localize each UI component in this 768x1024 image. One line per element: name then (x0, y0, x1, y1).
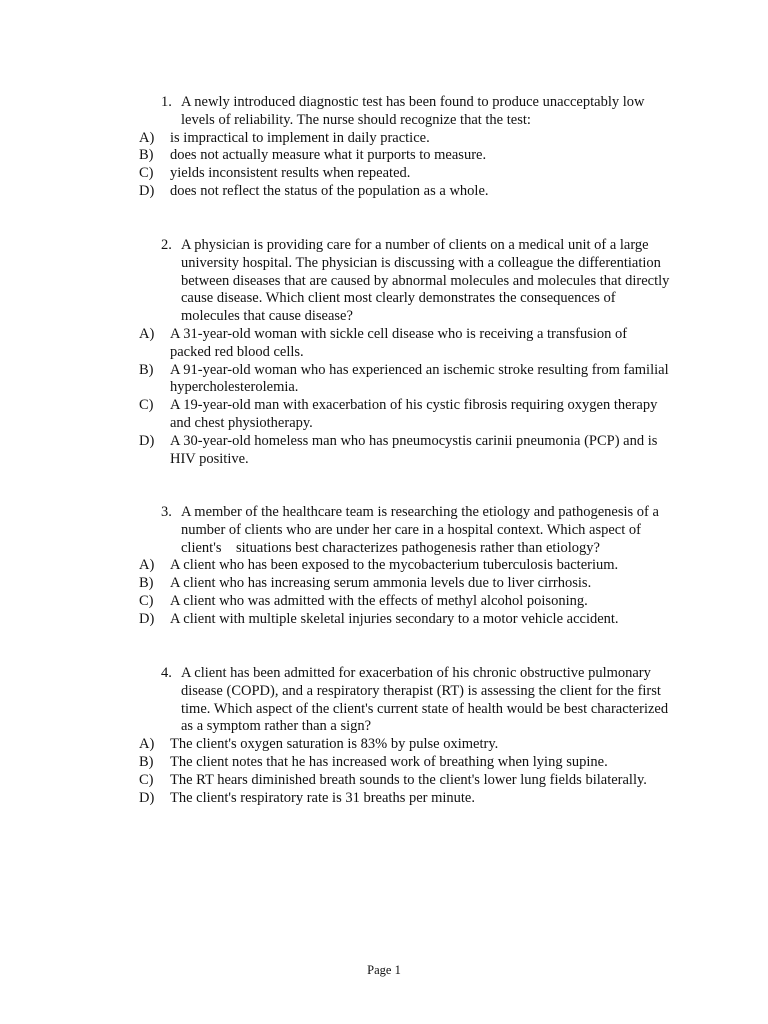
question-stem (161, 94, 673, 130)
option-b (139, 147, 670, 165)
option-text: The RT hears diminished breath sounds to the client's lower lung fields bilaterally. (170, 771, 647, 788)
option-b (139, 575, 670, 593)
option-text: The client notes that he has increased work of breathing when lying supine. (170, 753, 608, 770)
option-text: The client's oxygen saturation is 83% by pulse oximetry. (170, 736, 499, 753)
option-c (139, 165, 670, 183)
option-text: does not actually measure what it purports to measure. (170, 147, 487, 164)
option-text: yields inconsistent results when repeated. (170, 165, 411, 182)
option-d (139, 789, 670, 808)
question-text: A client has been admitted for exacerbation of his chronic obstructive pulmonary disease (COPD), and a respiratory therapist (RT) is assessing the client for the first time. Which aspect of the client's current state of health would be best characterized as a symptom rather than a sign? (181, 665, 669, 735)
question-number: 3. (161, 504, 172, 520)
option-text: is impractical to implement in daily practice. (170, 129, 430, 146)
option-letter: C) (139, 592, 154, 609)
option-letter: B) (139, 147, 154, 164)
option-text: A 19-year-old man with exacerbation of his cystic fibrosis requiring oxygen therapy and chest physiotherapy. (170, 397, 658, 431)
option-text: A client who has been exposed to the mycobacterium tuberculosis bacterium. (170, 557, 619, 574)
question-number: 2. (161, 237, 172, 253)
option-text: A 31-year-old woman with sickle cell disease who is receiving a transfusion of packed red blood cells. (170, 325, 628, 360)
option-text: A client who was admitted with the effects of methyl alcohol poisoning. (170, 592, 588, 609)
option-text: A client with multiple skeletal injuries secondary to a motor vehicle accident. (170, 610, 619, 627)
option-letter: A) (139, 557, 155, 574)
option-letter: D) (139, 789, 155, 806)
question-4 (0, 665, 768, 807)
question-stem (161, 504, 673, 557)
option-d (139, 610, 670, 629)
option-letter: D) (139, 610, 155, 627)
option-letter: A) (139, 736, 155, 753)
option-letter: B) (139, 575, 154, 592)
question-text: A physician is providing care for a number of clients on a medical unit of a large university hospital. The physician is discussing with a colleague the differentiation between diseases that are caused by abnormal molecules and molecules that directly cause disease. Which client most clearly demonstrates the consequences of molecules that cause disease? (181, 237, 670, 325)
question-stem (161, 665, 673, 736)
option-a (139, 557, 670, 575)
option-list (0, 736, 768, 807)
option-d (139, 182, 670, 201)
option-a (139, 325, 670, 362)
option-list (0, 130, 768, 201)
option-c (139, 592, 670, 611)
question-3 (0, 504, 768, 629)
question-1 (0, 94, 768, 201)
question-number: 4. (161, 665, 172, 681)
option-text: does not reflect the status of the population as a whole. (170, 182, 489, 199)
option-letter: D) (139, 432, 155, 449)
option-letter: C) (139, 771, 154, 788)
option-text: A client who has increasing serum ammonia levels due to liver cirrhosis. (170, 575, 592, 592)
option-letter: B) (139, 753, 154, 770)
option-list (0, 326, 768, 468)
option-c (139, 397, 670, 433)
question-number: 1. (161, 94, 172, 110)
option-letter: D) (139, 182, 155, 199)
option-text: The client's respiratory rate is 31 breaths per minute. (170, 789, 475, 806)
option-a (139, 736, 670, 754)
option-b (139, 753, 670, 772)
option-letter: B) (139, 361, 154, 378)
question-text: A member of the healthcare team is researching the etiology and pathogenesis of a number of clients who are under her care in a hospital context. Which aspect of client's situations best characterizes pathogenesis rather than etiology? (181, 504, 663, 556)
question-2 (0, 237, 768, 468)
option-list (0, 557, 768, 628)
option-d (139, 432, 670, 469)
question-stem (161, 237, 673, 326)
option-a (139, 129, 670, 148)
option-text: A 91-year-old woman who has experienced an ischemic stroke resulting from familial hypercholesterolemia. (170, 361, 669, 396)
page-number: Page 1 (367, 963, 401, 977)
option-letter: A) (139, 325, 155, 342)
option-letter: C) (139, 165, 154, 182)
option-letter: A) (139, 129, 155, 146)
option-b (139, 361, 670, 398)
option-c (139, 771, 670, 790)
option-text: A 30-year-old homeless man who has pneumocystis carinii pneumonia (PCP) and is HIV positive. (170, 432, 658, 467)
option-letter: C) (139, 397, 154, 414)
question-text: A newly introduced diagnostic test has been found to produce unacceptably low levels of reliability. The nurse should recognize that the test: (181, 94, 645, 128)
